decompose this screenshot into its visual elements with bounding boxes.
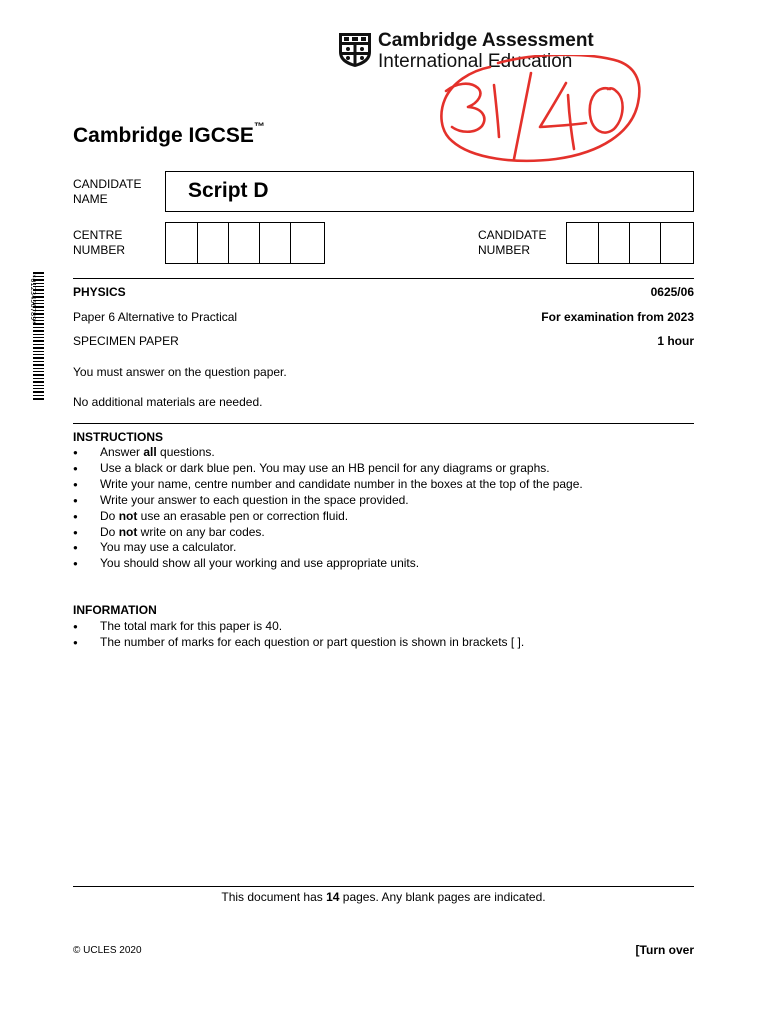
product-title-text: Cambridge IGCSE bbox=[73, 124, 254, 147]
instruction-text: Do bbox=[100, 524, 119, 539]
instruction-text: Write your name, centre number and candidate number in the boxes at the top of the page. bbox=[100, 476, 583, 491]
candidate-number-field[interactable] bbox=[566, 222, 694, 264]
logo-line-2: International Education bbox=[378, 51, 573, 72]
page-count-number: 14 bbox=[326, 890, 340, 904]
divider bbox=[73, 423, 694, 424]
candidate-name-label-line2: NAME bbox=[73, 192, 108, 206]
product-title bbox=[73, 121, 265, 148]
instructions-heading: INSTRUCTIONS bbox=[73, 430, 163, 444]
instruction-emphasis: not bbox=[118, 508, 138, 523]
paper-note-2: No additional materials are needed. bbox=[73, 395, 263, 409]
information-item: ● The number of marks for each question or part question is shown in brackets [ ]. bbox=[73, 635, 694, 651]
candidate-name-label bbox=[73, 177, 141, 207]
instruction-text: questions. bbox=[156, 445, 215, 459]
instruction-text: Use a black or dark blue pen. You may use an HB pencil for any diagrams or graphs. bbox=[100, 460, 550, 475]
centre-number-field[interactable] bbox=[165, 222, 325, 264]
centre-number-cell[interactable] bbox=[166, 223, 197, 263]
instruction-text: You should show all your working and use appropriate units. bbox=[100, 556, 420, 571]
instruction-item bbox=[73, 556, 694, 572]
instruction-emphasis: not bbox=[118, 524, 138, 539]
instruction-text: Write your answer to each question in the space provided. bbox=[100, 492, 409, 507]
candidate-number-cell[interactable] bbox=[660, 223, 691, 263]
paper-title: Paper 6 Alternative to Practical bbox=[73, 310, 238, 324]
paper-duration: 1 hour bbox=[657, 334, 694, 348]
centre-number-cell[interactable] bbox=[228, 223, 259, 263]
centre-number-label-line1: CENTRE bbox=[73, 228, 123, 242]
centre-number-label bbox=[73, 228, 125, 258]
instruction-item bbox=[73, 540, 694, 556]
copyright: © UCLES 2020 bbox=[73, 945, 142, 956]
trademark-symbol: ™ bbox=[253, 121, 265, 133]
centre-number-label-line2: NUMBER bbox=[73, 243, 126, 257]
instruction-item bbox=[73, 525, 694, 541]
instruction-text: use an erasable pen or correction fluid. bbox=[137, 508, 349, 523]
barcode bbox=[26, 272, 44, 400]
cambridge-crest-icon bbox=[338, 32, 372, 68]
exam-from: For examination from 2023 bbox=[541, 310, 694, 324]
turn-over: [Turn over bbox=[635, 943, 694, 957]
logo-line-1: Cambridge Assessment bbox=[378, 30, 594, 51]
candidate-number-label bbox=[478, 228, 546, 258]
centre-number-cell[interactable] bbox=[197, 223, 228, 263]
candidate-number-cell[interactable] bbox=[629, 223, 660, 263]
instruction-item bbox=[73, 477, 694, 493]
candidate-name-label-line1: CANDIDATE bbox=[73, 177, 142, 191]
divider bbox=[73, 886, 694, 887]
instruction-item bbox=[73, 493, 694, 509]
instruction-emphasis: all bbox=[143, 445, 157, 459]
information-list bbox=[73, 619, 694, 651]
candidate-number-cell[interactable] bbox=[567, 223, 598, 263]
instruction-item bbox=[73, 509, 694, 525]
candidate-name-field[interactable] bbox=[165, 171, 694, 212]
paper-note-1: You must answer on the question paper. bbox=[73, 365, 287, 379]
paper-code: 0625/06 bbox=[650, 285, 694, 299]
candidate-number-cell[interactable] bbox=[598, 223, 629, 263]
handwritten-score-mark bbox=[438, 55, 642, 167]
subject-label: PHYSICS bbox=[73, 285, 126, 299]
centre-number-cell[interactable] bbox=[259, 223, 290, 263]
instruction-text: write on any bar codes. bbox=[137, 524, 265, 539]
page-count-note bbox=[73, 890, 694, 905]
instructions-list bbox=[73, 445, 694, 572]
instruction-text: Answer bbox=[100, 445, 144, 459]
information-item: ● The total mark for this paper is 40. bbox=[73, 619, 694, 635]
instruction-item bbox=[73, 445, 694, 461]
paper-type: SPECIMEN PAPER bbox=[73, 334, 179, 348]
candidate-name-value: Script D bbox=[188, 179, 269, 202]
divider bbox=[73, 278, 694, 279]
candidate-number-label-line1: CANDIDATE bbox=[478, 228, 547, 242]
instruction-item bbox=[73, 461, 694, 477]
instruction-text: You may use a calculator. bbox=[100, 540, 237, 555]
information-heading: INFORMATION bbox=[73, 603, 157, 617]
barcode-text: *0123456789* bbox=[29, 274, 37, 325]
candidate-number-label-line2: NUMBER bbox=[478, 243, 531, 257]
page-count-post: pages. Any blank pages are indicated. bbox=[339, 890, 546, 904]
page-count-pre: This document has bbox=[221, 890, 327, 904]
centre-number-cell[interactable] bbox=[290, 223, 321, 263]
instruction-text: Do bbox=[100, 508, 119, 523]
